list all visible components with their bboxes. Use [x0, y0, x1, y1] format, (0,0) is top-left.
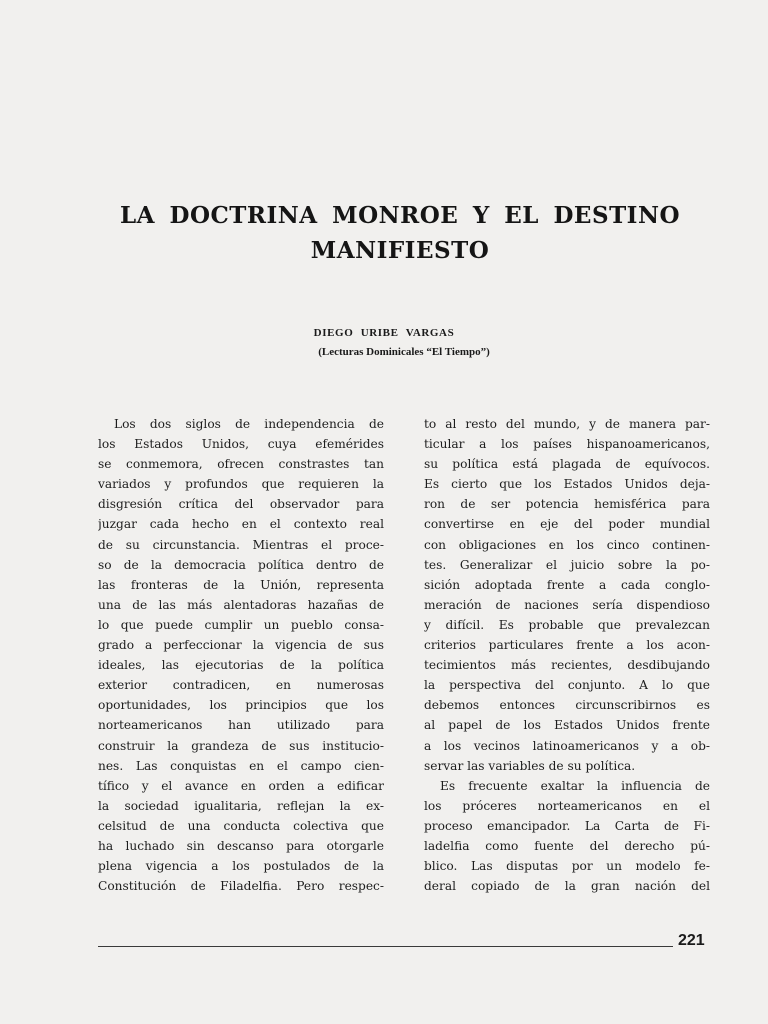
text-line: so de la democracia política dentro de — [98, 557, 384, 572]
text-line: servar las variables de su política. — [424, 758, 636, 773]
text-line: la perspectiva del conjunto. A lo que — [424, 678, 710, 693]
text-line: y difícil. Es probable que prevalezcan — [424, 617, 710, 632]
text-line: Es cierto que los Estados Unidos deja- — [424, 477, 710, 492]
text-line: deral copiado de la gran nación del — [424, 879, 710, 894]
text-line: de su circunstancia. Mientras el proce- — [98, 537, 384, 552]
text-line: Los dos siglos de independencia de — [114, 417, 384, 431]
text-line: tes. Generalizar el juicio sobre la po- — [424, 557, 710, 572]
text-line: una de las más alentadoras hazañas de — [98, 597, 384, 612]
text-line: los próceres norteamericanos en el — [424, 798, 710, 813]
left-text-column — [98, 414, 384, 896]
text-line: grado a perfeccionar la vigencia de sus — [98, 638, 384, 653]
text-line: Es frecuente exaltar la influencia de — [440, 778, 710, 793]
text-line: ideales, las ejecutorias de la política — [98, 658, 384, 673]
text-line: ha luchado sin descanso para otorgarle — [98, 838, 384, 853]
text-line: debemos entonces circunscribirnos es — [424, 698, 710, 713]
text-line: to al resto del mundo, y de manera par- — [424, 417, 710, 431]
text-line: disgresión crítica del observador para — [98, 497, 384, 512]
footer-rule — [98, 946, 673, 947]
text-line: oportunidades, los principios que los — [98, 698, 384, 713]
text-line: celsitud de una conducta colectiva que — [98, 818, 384, 833]
text-line: sición adoptada frente a cada conglo- — [424, 577, 710, 592]
text-line: ladelfia como fuente del derecho pú- — [424, 838, 710, 853]
text-line: al papel de los Estados Unidos frente — [424, 718, 710, 733]
text-line: norteamericanos han utilizado para — [98, 718, 384, 733]
text-line: nes. Las conquistas en el campo cien- — [98, 758, 384, 773]
text-line: proceso emancipador. La Carta de Fi- — [424, 818, 710, 833]
text-line: la sociedad igualitaria, reflejan la ex- — [98, 798, 384, 813]
text-line: su política está plagada de equívocos. — [424, 457, 710, 472]
text-line: blico. Las disputas por un modelo fe- — [424, 859, 710, 874]
text-line: juzgar cada hecho en el contexto real — [98, 517, 384, 532]
right-text-column — [424, 414, 710, 896]
text-line: meración de naciones sería dispendioso — [424, 597, 710, 612]
text-line: ticular a los países hispanoamericanos, — [424, 437, 710, 452]
text-line: tecimientos más recientes, desdibujando — [424, 658, 710, 673]
text-line: tífico y el avance en orden a edificar — [98, 778, 384, 793]
text-line: convertirse en eje del poder mundial — [424, 517, 710, 532]
text-line: los Estados Unidos, cuya efemérides — [98, 437, 384, 452]
text-line: ron de ser potencia hemisférica para — [424, 497, 710, 512]
article-title-line-2: MANIFIESTO — [310, 237, 490, 264]
author-name: DIEGO URIBE VARGAS — [313, 327, 455, 339]
article-source: (Lecturas Dominicales “El Tiempo”) — [318, 346, 490, 358]
text-line: las fronteras de la Unión, representa — [98, 577, 384, 592]
article-title-line-1: LA DOCTRINA MONROE Y EL DESTINO — [119, 202, 681, 229]
text-line: con obligaciones en los cinco continen- — [424, 537, 710, 552]
text-line: se conmemora, ofrecen constrastes tan — [98, 457, 384, 472]
text-line: exterior contradicen, en numerosas — [98, 678, 384, 693]
page-number: 221 — [678, 932, 705, 949]
text-line: variados y profundos que requieren la — [98, 477, 384, 492]
text-line: plena vigencia a los postulados de la — [98, 859, 384, 874]
text-line: Constitución de Filadelfia. Pero respec- — [98, 879, 384, 894]
text-line: lo que puede cumplir un pueblo consa- — [98, 617, 384, 632]
text-line: construir la grandeza de sus institucio- — [98, 738, 384, 753]
text-line: criterios particulares frente a los acon- — [424, 638, 710, 653]
text-line: a los vecinos latinoamericanos y a ob- — [424, 738, 710, 753]
